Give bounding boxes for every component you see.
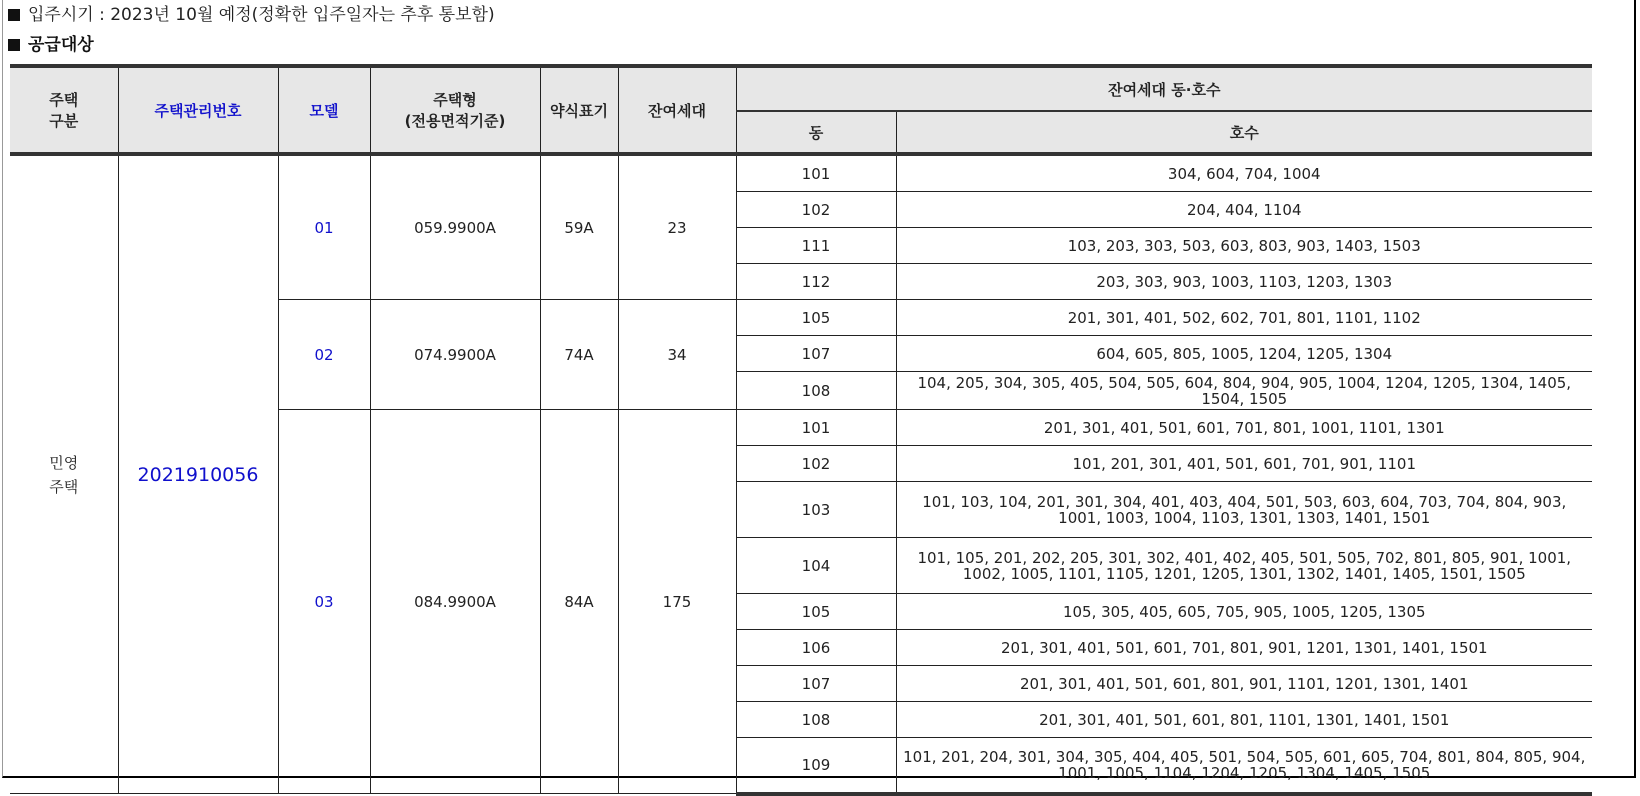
model-number: 01 (278, 154, 370, 300)
ho-list: 101, 105, 201, 202, 205, 301, 302, 401, 402, 405, 501, 505, 702, 801, 805, 901, 1001, 1002, 1005, 1101, 1105, 1201, 1205, 1301, 1302, 1401, 1405, 1501, 1505 (896, 538, 1592, 594)
bullet-square-icon (8, 9, 20, 21)
unit-type: 059.9900A (370, 154, 540, 300)
dong-number: 105 (736, 300, 896, 336)
dong-number: 112 (736, 264, 896, 300)
ho-list: 201, 301, 401, 501, 601, 801, 901, 1101, 1201, 1301, 1401 (896, 666, 1592, 702)
dong-number: 107 (736, 666, 896, 702)
header-model: 모델 (278, 66, 370, 154)
bullet-square-icon (8, 39, 20, 51)
remaining-count: 175 (618, 410, 736, 794)
remaining-count: 23 (618, 154, 736, 300)
table-row (10, 154, 1592, 192)
dong-number: 104 (736, 538, 896, 594)
header-mgmt-no: 주택관리번호 (118, 66, 278, 154)
header-housing-type: 주택 구분 (10, 66, 118, 154)
ho-list: 304, 604, 704, 1004 (896, 154, 1592, 192)
dong-number: 102 (736, 192, 896, 228)
unit-type: 074.9900A (370, 300, 540, 410)
header-dong: 동 (736, 111, 896, 154)
header-remaining: 잔여세대 (618, 66, 736, 154)
abbr-label: 59A (540, 154, 618, 300)
dong-number: 102 (736, 446, 896, 482)
ho-list: 604, 605, 805, 1005, 1204, 1205, 1304 (896, 336, 1592, 372)
ho-list: 101, 103, 104, 201, 301, 304, 401, 403, 404, 501, 503, 603, 604, 703, 704, 804, 903, 1001, 1003, 1004, 1103, 1301, 1303, 1401, 1501 (896, 482, 1592, 538)
supply-table (10, 64, 1592, 796)
ho-list: 203, 303, 903, 1003, 1103, 1203, 1303 (896, 264, 1592, 300)
abbr-label: 84A (540, 410, 618, 794)
ho-list: 201, 301, 401, 501, 601, 701, 801, 901, 1201, 1301, 1401, 1501 (896, 630, 1592, 666)
ho-list: 105, 305, 405, 605, 705, 905, 1005, 1205, 1305 (896, 594, 1592, 630)
ho-list: 104, 205, 304, 305, 405, 504, 505, 604, 804, 904, 905, 1004, 1204, 1205, 1304, 1405, 1504, 1505 (896, 372, 1592, 410)
move-in-info: 입주시기 : 2023년 10월 예정(정확한 입주일자는 추후 통보함) (8, 4, 495, 26)
model-number: 02 (278, 300, 370, 410)
ho-list: 103, 203, 303, 503, 603, 803, 903, 1403, 1503 (896, 228, 1592, 264)
supply-table-wrapper (10, 64, 1592, 796)
dong-number: 101 (736, 154, 896, 192)
model-number: 03 (278, 410, 370, 794)
dong-number: 107 (736, 336, 896, 372)
ho-list: 204, 404, 1104 (896, 192, 1592, 228)
section-title: 공급대상 (8, 34, 94, 56)
header-remaining-units: 잔여세대 동·호수 (736, 66, 1592, 111)
dong-number: 108 (736, 702, 896, 738)
header-unit-type: 주택형 (전용면적기준) (370, 66, 540, 154)
ho-list: 101, 201, 301, 401, 501, 601, 701, 901, 1101 (896, 446, 1592, 482)
remaining-count: 34 (618, 300, 736, 410)
dong-number: 108 (736, 372, 896, 410)
dong-number: 105 (736, 594, 896, 630)
ho-list: 201, 301, 401, 501, 601, 701, 801, 1001, 1101, 1301 (896, 410, 1592, 446)
header-abbr: 약식표기 (540, 66, 618, 154)
dong-number: 106 (736, 630, 896, 666)
dong-number: 101 (736, 410, 896, 446)
unit-type: 084.9900A (370, 410, 540, 794)
management-number: 2021910056 (118, 154, 278, 794)
dong-number: 111 (736, 228, 896, 264)
abbr-label: 74A (540, 300, 618, 410)
dong-number: 109 (736, 738, 896, 794)
ho-list: 101, 201, 204, 301, 304, 305, 404, 405, 501, 504, 505, 601, 605, 704, 801, 804, 805, 904, 1001, 1005, 1104, 1204, 1205, 1304, 1405, 1505 (896, 738, 1592, 794)
ho-list: 201, 301, 401, 502, 602, 701, 801, 1101, 1102 (896, 300, 1592, 336)
header-ho: 호수 (896, 111, 1592, 154)
housing-category: 민영 주택 (10, 154, 118, 794)
dong-number: 103 (736, 482, 896, 538)
ho-list: 201, 301, 401, 501, 601, 801, 1101, 1301, 1401, 1501 (896, 702, 1592, 738)
supply-table-body (10, 154, 1592, 794)
